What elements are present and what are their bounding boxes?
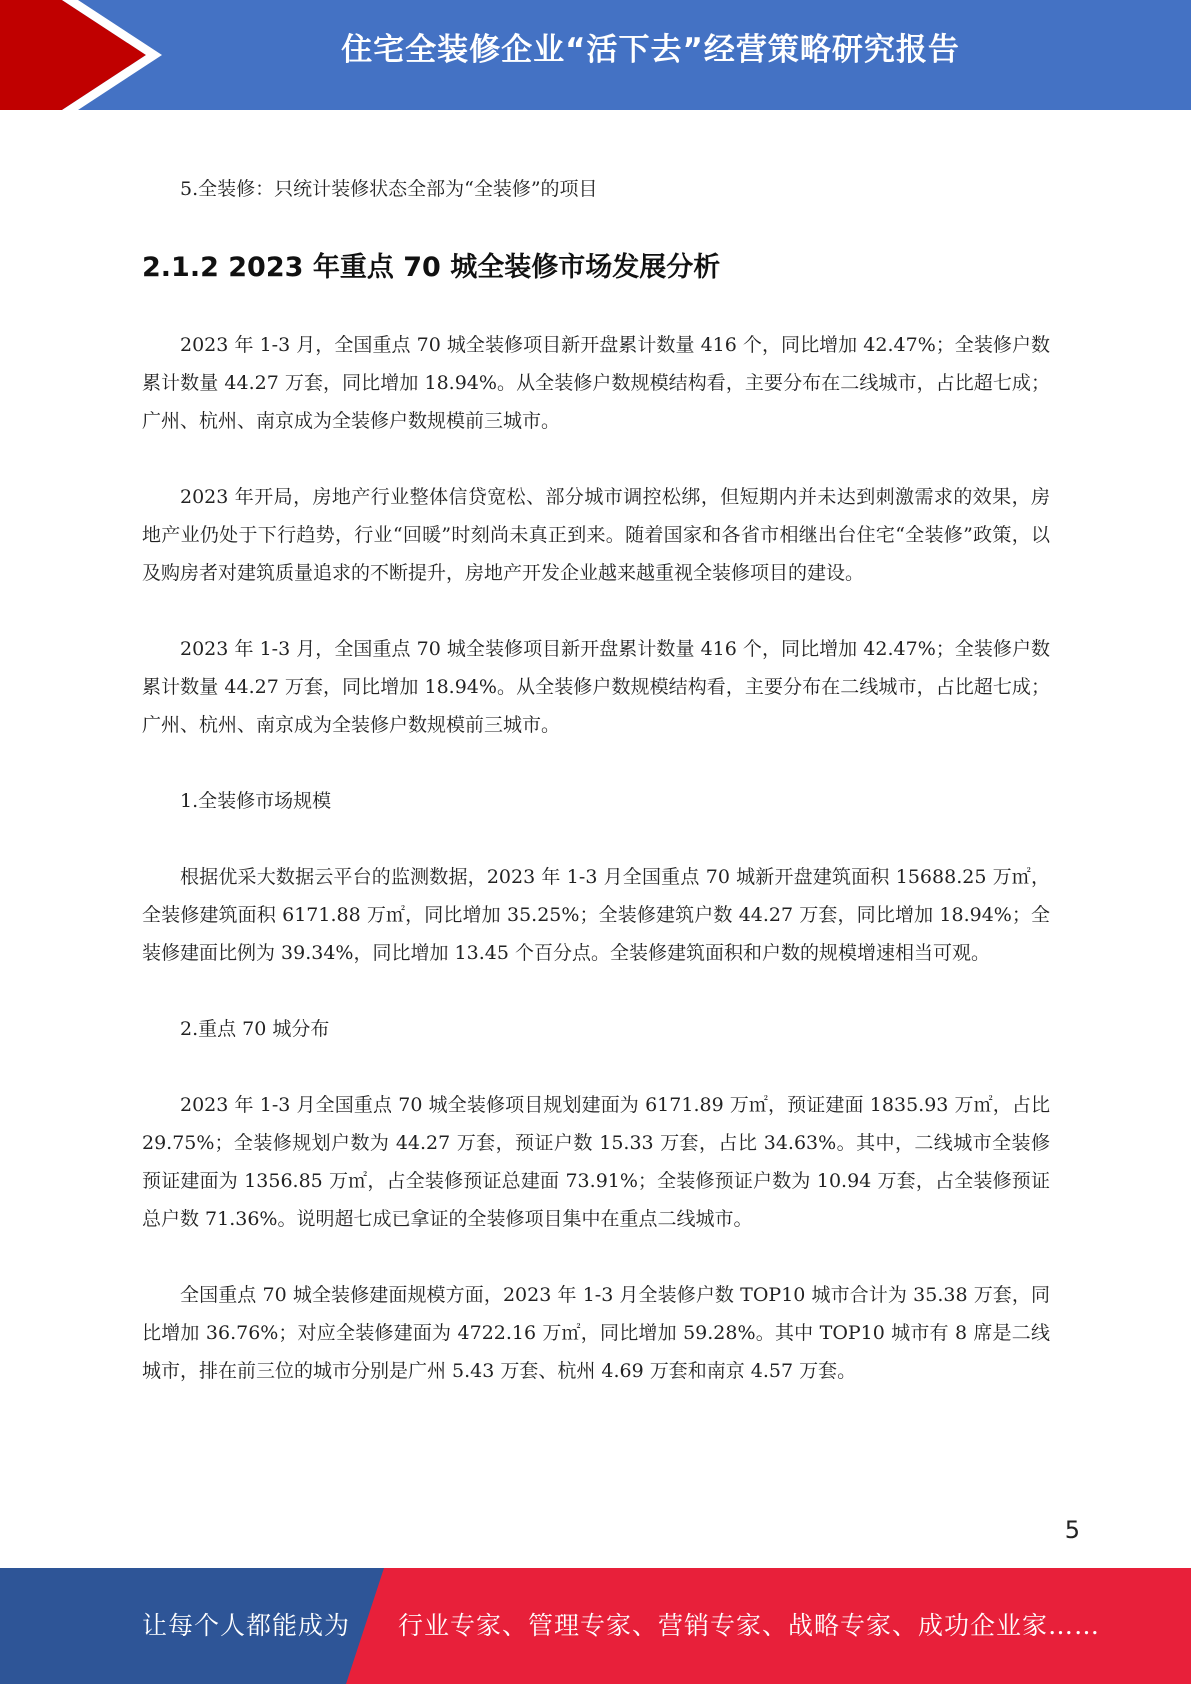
paragraph-market-scale: 根据优采大数据云平台的监测数据，2023 年 1-3 月全国重点 70 城新开盘建筑面积 15688.25 万㎡，全装修建筑面积 6171.88 万㎡，同比增加 35.25%；全装修建筑户数 44.27 万套，同比增加 18.94%；全装修建面比例为 39.34%，同比增加 13.45 个百分点。全装修建筑面积和户数的规模增速相当可观。: [142, 866, 1050, 964]
paragraph-distribution-1: 2023 年 1-3 月全国重点 70 城全装修项目规划建面为 6171.89 万㎡，预证建面 1835.93 万㎡，占比 29.75%；全装修规划户数为 44.27 万套，预证户数 15.33 万套，占比 34.63%。其中，二线城市全装修预证建面为 1356.85 万㎡，占全装修预证总建面 73.91%；全装修预证户数为 10.94 万套，占全装修预证总户数 71.36%。说明超七成已拿证的全装修项目集中在重点二线城市。: [142, 1094, 1050, 1230]
paragraph-distribution-2: 全国重点 70 城全装修建面规模方面，2023 年 1-3 月全装修户数 TOP10 城市合计为 35.38 万套，同比增加 36.76%；对应全装修建面为 4722.16 万㎡，同比增加 59.28%。其中 TOP10 城市有 8 席是二线城市，排在前三位的城市分别是广州 5.43 万套、杭州 4.69 万套和南京 4.57 万套。: [142, 1284, 1050, 1382]
list-item-2: 2.重点 70 城分布: [180, 1018, 330, 1040]
list-item-1: 1.全装修市场规模: [180, 790, 332, 812]
section-heading: 2.1.2 2023 年重点 70 城全装修市场发展分析: [142, 252, 721, 283]
page-number: 5: [1064, 1516, 1080, 1544]
list-item-5: 5.全装修：只统计装修状态全部为“全装修”的项目: [180, 178, 598, 200]
footer-slogan-left: 让每个人都能成为: [142, 1611, 351, 1640]
header-red-arrow: [0, 0, 146, 110]
report-title: 住宅全装修企业“活下去”经营策略研究报告: [341, 32, 960, 68]
paragraph-1: 2023 年 1-3 月，全国重点 70 城全装修项目新开盘累计数量 416 个，同比增加 42.47%；全装修户数累计数量 44.27 万套，同比增加 18.94%。从全装修户数规模结构看，主要分布在二线城市，占比超七成；广州、杭州、南京成为全装修户数规模前三城市。: [142, 334, 1050, 432]
paragraph-2: 2023 年开局，房地产行业整体信贷宽松、部分城市调控松绑，但短期内并未达到刺激需求的效果，房地产业仍处于下行趋势，行业“回暖”时刻尚未真正到来。随着国家和各省市相继出台住宅“全装修”政策，以及购房者对建筑质量追求的不断提升，房地产开发企业越来越重视全装修项目的建设。: [142, 486, 1050, 584]
document-body: [142, 170, 1050, 1390]
page-footer: [0, 1568, 1191, 1684]
paragraph-3: 2023 年 1-3 月，全国重点 70 城全装修项目新开盘累计数量 416 个，同比增加 42.47%；全装修户数累计数量 44.27 万套，同比增加 18.94%。从全装修户数规模结构看，主要分布在二线城市，占比超七成；广州、杭州、南京成为全装修户数规模前三城市。: [142, 638, 1050, 736]
footer-slogan-right: 行业专家、管理专家、营销专家、战略专家、成功企业家……: [398, 1611, 1101, 1640]
page-header: [0, 0, 1191, 110]
